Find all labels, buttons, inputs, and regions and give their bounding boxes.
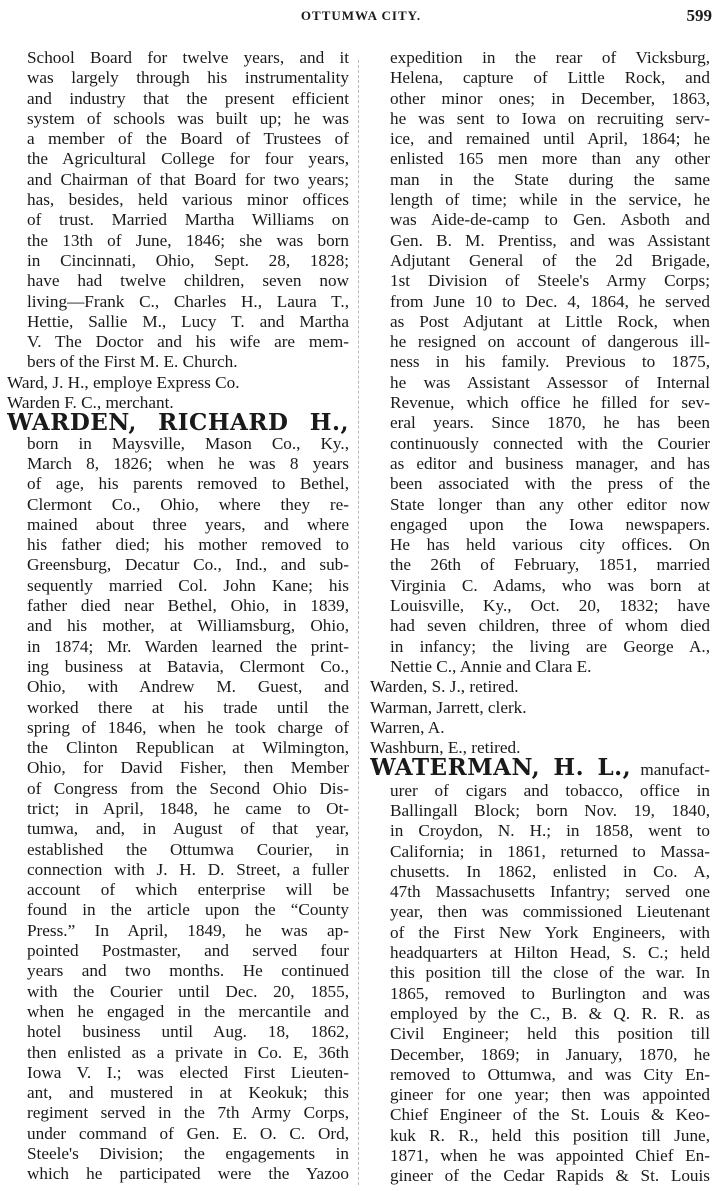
- text-line: spring of 1846, when he took charge of: [27, 717, 349, 737]
- text-line: in Cincinnati, Ohio, Sept. 28, 1828;: [27, 250, 349, 270]
- text-line: ant, and mustered in at Keokuk; this: [27, 1083, 349, 1103]
- text-line: length of time; while in the service, he: [390, 190, 710, 210]
- text-line: V. The Doctor and his wife are mem-: [27, 332, 349, 352]
- text-line: the Agricultural College for four years,: [27, 149, 349, 169]
- text-line: expedition in the rear of Vicksburg,: [390, 48, 710, 67]
- text-line: living—Frank C., Charles H., Laura T.,: [27, 291, 349, 311]
- text-line: has, besides, held various minor offices: [27, 190, 349, 210]
- text-line: State longer than any other editor now: [390, 494, 710, 514]
- text-line: had seven children, three of whom died: [390, 616, 710, 636]
- text-line: a member of the Board of Trustees of: [27, 129, 349, 149]
- text-line: March 8, 1826; when he was 8 years: [27, 453, 349, 473]
- text-line: bers of the First M. E. Church.: [27, 352, 238, 372]
- text-line: gineer of the Cedar Rapids & St. Louis: [390, 1166, 710, 1186]
- text-line: headquarters at Hilton Head, S. C.; held: [390, 943, 710, 963]
- text-line: WATERMAN, H. L., manufact-: [370, 758, 710, 781]
- text-line: pointed Postmaster, and served four: [27, 941, 349, 961]
- text-line: enlisted 165 men more than any other: [390, 149, 710, 169]
- text-line: ice, and remained until April, 1864; he: [390, 129, 710, 149]
- text-line: he was Assistant Assessor of Internal: [390, 372, 710, 392]
- text-line: father died near Bethel, Ohio, in 1839,: [27, 596, 349, 616]
- text-line: Steele's Division; the engagements in: [27, 1144, 349, 1164]
- text-line: system of schools was built up; he was: [27, 108, 349, 128]
- text-line: and industry that the present efficient: [27, 88, 349, 108]
- text-line: under command of Gen. E. O. C. Ord,: [27, 1123, 349, 1143]
- text-line: have had twelve children, seven now: [27, 271, 349, 291]
- text-line: he was sent to Iowa on recruiting serv-: [390, 108, 710, 128]
- text-line: of the First New York Engineers, with: [390, 922, 710, 942]
- text-line: the Clinton Republican at Wilmington,: [27, 738, 349, 758]
- text-line: 47th Massachusetts Infantry; served one: [390, 882, 710, 902]
- text-line: regiment served in the 7th Army Corps,: [27, 1103, 349, 1123]
- text-line: Virginia C. Adams, who was born at: [390, 575, 710, 595]
- text-line: which he participated were the Yazoo: [27, 1164, 349, 1184]
- text-line: as editor and business manager, and has: [390, 453, 710, 473]
- text-line: tumwa, and, in August of that year,: [27, 819, 349, 839]
- text-line: Ward, J. H., employe Express Co.: [7, 372, 240, 392]
- text-line: sequently married Col. John Kane; his: [27, 575, 349, 595]
- text-line: year, then was commissioned Lieutenant: [390, 902, 710, 922]
- text-line: and his mother, at Williamsburg, Ohio,: [27, 616, 349, 636]
- text-line: Greensburg, Decatur Co., Ind., and sub-: [27, 555, 349, 575]
- text-line: kuk R. R., held this position till June,: [390, 1125, 710, 1145]
- text-line: Iowa V. I.; was elected First Lieuten-: [27, 1062, 349, 1082]
- text-line: Helena, capture of Little Rock, and: [390, 68, 710, 88]
- text-line: born in Maysville, Mason Co., Ky.,: [27, 433, 349, 453]
- text-line: 1865, removed to Burlington and was: [390, 983, 710, 1003]
- text-line: was largely through his instrumentality: [27, 68, 349, 88]
- text-line: California; in 1861, returned to Massa-: [390, 841, 710, 861]
- text-line: other minor ones; in December, 1863,: [390, 88, 710, 108]
- text-line: Clermont Co., Ohio, where they re-: [27, 494, 349, 514]
- text-line: this position till the close of the war. In: [390, 963, 710, 983]
- text-line: Ohio, with Andrew M. Guest, and: [27, 677, 349, 697]
- text-line: as Post Adjutant at Little Rock, when: [390, 311, 710, 331]
- text-line: the 26th of February, 1851, married: [390, 555, 710, 575]
- text-line: when he engaged in the mercantile and: [27, 1001, 349, 1021]
- text-line: Adjutant General of the 2d Brigade,: [390, 250, 710, 270]
- text-line: He has held various city offices. On: [390, 535, 710, 555]
- text-line: Warren, A.: [370, 717, 445, 737]
- text-line: of Congress from the Second Ohio Dis-: [27, 778, 349, 798]
- text-line: chusetts. In 1862, enlisted in Co. A,: [390, 861, 710, 881]
- text-line: Ohio, for David Fisher, then Member: [27, 758, 349, 778]
- text-line: employed by the C., B. & Q. R. R. as: [390, 1003, 710, 1023]
- text-line: Louisville, Ky., Oct. 20, 1832; have: [390, 596, 710, 616]
- text-line: of age, his parents removed to Bethel,: [27, 474, 349, 494]
- text-line: Nettie C., Annie and Clara E.: [390, 656, 592, 676]
- text-line: from June 10 to Dec. 4, 1864, he served: [390, 291, 710, 311]
- text-line: man in the State during the same: [390, 169, 710, 189]
- text-line: engaged upon the Iowa newspapers.: [390, 514, 710, 534]
- text-line: of trust. Married Martha Williams on: [27, 210, 349, 230]
- text-line: was Aide-de-camp to Gen. Asboth and: [390, 210, 710, 230]
- text-line: Washburn, E., retired.: [370, 738, 521, 758]
- text-line: Warden, S. J., retired.: [370, 677, 519, 697]
- text-line: established the Ottumwa Courier, in: [27, 839, 349, 859]
- text-line: 1871, when he was appointed Chief En-: [390, 1146, 710, 1166]
- text-line: Press.” In April, 1849, he was ap-: [27, 920, 349, 940]
- page-number: 599: [686, 6, 712, 25]
- text-line: ness in his family. Previous to 1875,: [390, 352, 710, 372]
- text-line: continuously connected with the Courier: [390, 433, 710, 453]
- left-column: [7, 48, 349, 1185]
- text-line: then enlisted as a private in Co. E, 36th: [27, 1042, 349, 1062]
- text-line: account of which enterprise will be: [27, 880, 349, 900]
- text-line: connection with J. H. D. Street, a fuller: [27, 859, 349, 879]
- text-line: in infancy; the living are George A.,: [390, 636, 710, 656]
- text-line: his father died; his mother removed to: [27, 535, 349, 555]
- text-line: in Croydon, N. H.; in 1858, went to: [390, 821, 710, 841]
- text-line: in 1874; Mr. Warden learned the print-: [27, 636, 349, 656]
- right-column: [370, 48, 710, 1187]
- text-line: Warman, Jarrett, clerk.: [370, 697, 527, 717]
- text-line: mained about three years, and where: [27, 514, 349, 534]
- text-line: years and two months. He continued: [27, 961, 349, 981]
- text-line: Revenue, which office he filled for sev-: [390, 393, 710, 413]
- text-line: the 13th of June, 1846; she was born: [27, 230, 349, 250]
- page-header: [0, 6, 722, 28]
- column-divider: [358, 60, 359, 1185]
- text-line: found in the article upon the “County: [27, 900, 349, 920]
- text-line: trict; in April, 1848, he came to Ot-: [27, 798, 349, 818]
- text-line: hotel business until Aug. 18, 1862,: [27, 1022, 349, 1042]
- text-line: urer of cigars and tobacco, office in: [390, 780, 710, 800]
- text-line: 1st Division of Steele's Army Corps;: [390, 271, 710, 291]
- text-line: removed to Ottumwa, and was City En-: [390, 1064, 710, 1084]
- text-line: been associated with the press of the: [390, 474, 710, 494]
- text-line: School Board for twelve years, and it: [27, 48, 349, 67]
- text-line: gineer for one year; then was appointed: [390, 1085, 710, 1105]
- text-line: worked there at his trade until the: [27, 697, 349, 717]
- text-line: and Chairman of that Board for two years;: [27, 169, 349, 189]
- text-line: Chief Engineer of the St. Louis & Keo-: [390, 1105, 710, 1125]
- text-line: WARDEN, RICHARD H.,: [7, 413, 349, 434]
- text-line: Civil Engineer; held this position till: [390, 1024, 710, 1044]
- text-line: Warden F. C., merchant.: [7, 393, 174, 413]
- text-line: he resigned on account of dangerous ill-: [390, 332, 710, 352]
- text-line: December, 1869; in January, 1870, he: [390, 1044, 710, 1064]
- running-head: OTTUMWA CITY.: [300, 8, 422, 23]
- text-line: with the Courier until Dec. 20, 1855,: [27, 981, 349, 1001]
- text-line: Ballingall Block; born Nov. 19, 1840,: [390, 800, 710, 820]
- text-line: Gen. B. M. Prentiss, and was Assistant: [390, 230, 710, 250]
- text-line: ing business at Batavia, Clermont Co.,: [27, 656, 349, 676]
- text-line: Hettie, Sallie M., Lucy T. and Martha: [27, 311, 349, 331]
- text-line: eral years. Since 1870, he has been: [390, 413, 710, 433]
